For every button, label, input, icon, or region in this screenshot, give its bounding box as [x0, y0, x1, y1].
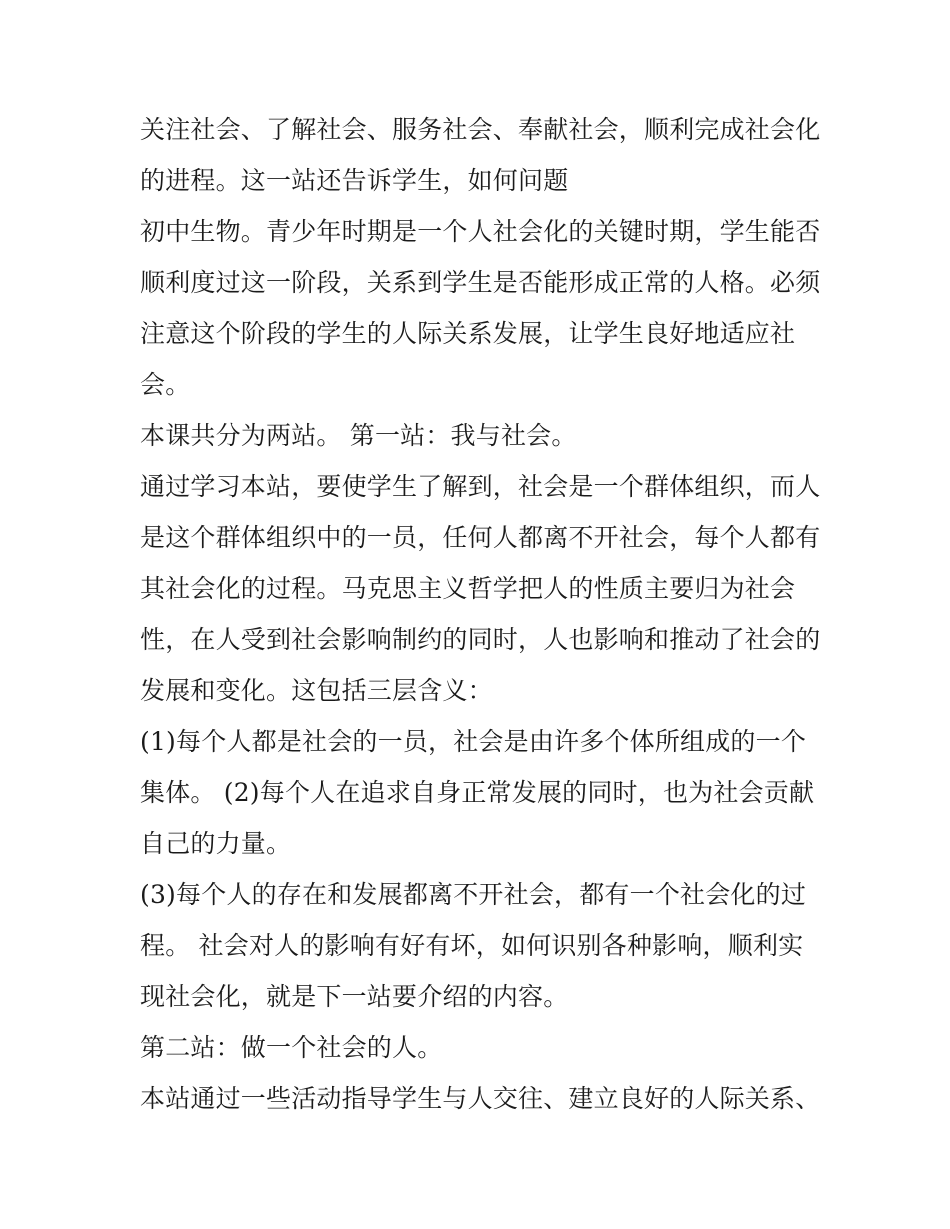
text-line: 顺利度过这一阶段，关系到学生是否能形成正常的人格。必须 [140, 268, 821, 297]
text-line: 其社会化的过程。马克思主义哲学把人的性质主要归为社会 [140, 574, 796, 603]
text-line: 会。 [140, 370, 191, 399]
text-line: 的进程。这一站还告诉学生，如何问题 [140, 166, 569, 195]
text-line: 程。 社会对人的影响有好有坏，如何识别各种影响，顺利实 [140, 931, 804, 960]
list-item-line: (3)每个人的存在和发展都离不开社会，都有一个社会化的过 [140, 880, 807, 909]
text-line: 本站通过一些活动指导学生与人交往、建立良好的人际关系、 [140, 1084, 821, 1113]
list-item-line: 自己的力量。 [140, 829, 292, 858]
text-line: 关注社会、了解社会、服务社会、奉献社会，顺利完成社会化 [140, 115, 821, 144]
list-item-line: (1)每个人都是社会的一员，社会是由许多个体所组成的一个 [140, 727, 807, 756]
text-line: 注意这个阶段的学生的人际关系发展，让学生良好地适应社 [140, 319, 796, 348]
text-line: 性，在人受到社会影响制约的同时，人也影响和推动了社会的 [140, 625, 821, 654]
text-line: 初中生物。青少年时期是一个人社会化的关键时期，学生能否 [140, 217, 821, 246]
text-line: 现社会化，就是下一站要介绍的内容。 [140, 982, 569, 1011]
document-body [140, 104, 820, 1124]
list-item-line: 集体。 (2)每个人在追求自身正常发展的同时，也为社会贡献 [140, 778, 815, 807]
text-line: 通过学习本站，要使学生了解到，社会是一个群体组织，而人 [140, 472, 821, 501]
section-heading-line: 第二站：做一个社会的人。 [140, 1033, 443, 1062]
text-line: 是这个群体组织中的一员，任何人都离不开社会，每个人都有 [140, 523, 821, 552]
text-line: 发展和变化。这包括三层含义： [140, 676, 493, 705]
section-heading-line: 本课共分为两站。 第一站：我与社会。 [140, 421, 577, 450]
